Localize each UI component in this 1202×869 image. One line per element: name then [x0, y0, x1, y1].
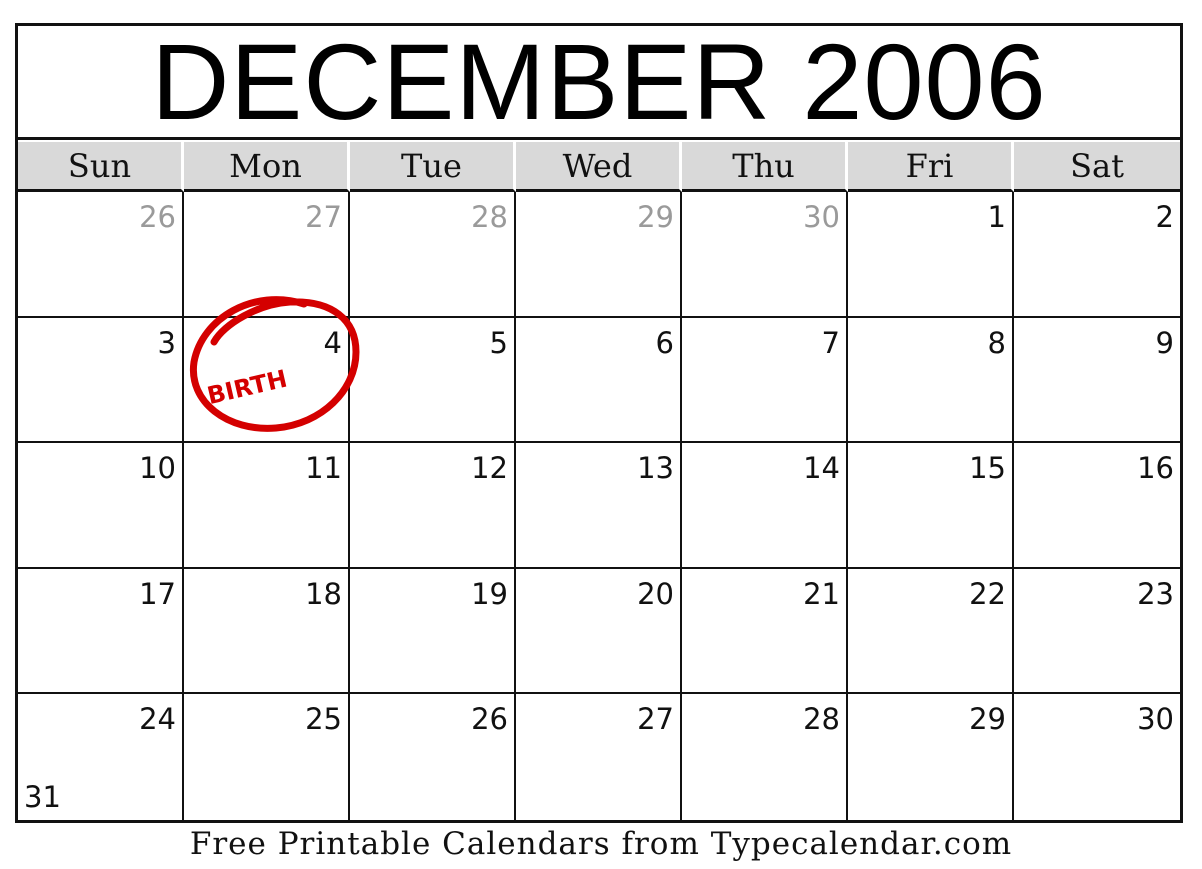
day-number: 15 [969, 451, 1006, 486]
day-cell [848, 192, 1014, 318]
day-number: 10 [139, 451, 176, 486]
day-cell [350, 694, 516, 820]
day-cell [18, 192, 184, 318]
day-cell [682, 694, 848, 820]
day-cell [516, 318, 682, 444]
day-cell [848, 318, 1014, 444]
day-cell [18, 694, 184, 820]
day-number: 18 [305, 576, 342, 611]
weekday-thu: Thu [682, 142, 848, 192]
adjacent-month-day-number: 28 [471, 200, 508, 234]
day-number: 5 [489, 325, 508, 360]
day-number: 3 [157, 325, 176, 360]
birth-label: BIRTH [204, 364, 290, 411]
day-cell [516, 192, 682, 318]
day-cell [350, 318, 516, 444]
footer-credit: Free Printable Calendars from Typecalendar.com [189, 826, 1013, 862]
day-cell [1014, 192, 1180, 318]
day-cell [682, 192, 848, 318]
day-cell [18, 569, 184, 695]
day-cell [682, 569, 848, 695]
day-number: 17 [139, 576, 176, 611]
day-cell [18, 443, 184, 569]
red-circle-mark [193, 300, 356, 429]
day-cell [1014, 694, 1180, 820]
day-cell [1014, 443, 1180, 569]
weekday-mon: Mon [184, 142, 350, 192]
day-number: 9 [1155, 325, 1174, 360]
day-cell [848, 694, 1014, 820]
day-cell [350, 443, 516, 569]
day-number: 25 [305, 702, 342, 737]
day-number: 13 [637, 451, 674, 486]
day-number: 30 [1137, 702, 1174, 737]
day-number: 14 [803, 451, 840, 486]
day-cell [1014, 569, 1180, 695]
overflow-day-number: 31 [24, 779, 61, 814]
day-number: 29 [969, 702, 1006, 737]
adjacent-month-day-number: 30 [803, 200, 840, 234]
day-cell [848, 443, 1014, 569]
day-cell [184, 569, 350, 695]
weekday-sun: Sun [18, 142, 184, 192]
day-number: 27 [637, 702, 674, 737]
day-cell [350, 569, 516, 695]
weekday-wed: Wed [516, 142, 682, 192]
day-number: 2 [1155, 200, 1174, 234]
adjacent-month-day-number: 29 [637, 200, 674, 234]
day-number: 24 [139, 702, 176, 737]
day-number: 20 [637, 576, 674, 611]
day-number: 19 [471, 576, 508, 611]
day-number: 8 [987, 325, 1006, 360]
weekday-sat: Sat [1014, 142, 1180, 192]
adjacent-month-day-number: 26 [139, 200, 176, 234]
day-number: 7 [821, 325, 840, 360]
day-cell [682, 443, 848, 569]
day-cell [184, 694, 350, 820]
day-cell [350, 192, 516, 318]
weekday-tue: Tue [350, 142, 516, 192]
weekday-header-row [18, 142, 1180, 192]
day-number: 21 [803, 576, 840, 611]
day-cell [516, 569, 682, 695]
day-number: 11 [305, 451, 342, 486]
day-number: 23 [1137, 576, 1174, 611]
day-cell [848, 569, 1014, 695]
day-cell [682, 318, 848, 444]
day-number: 28 [803, 702, 840, 737]
day-number: 6 [655, 325, 674, 360]
day-number: 1 [987, 200, 1006, 234]
birth-circle-annotation [184, 290, 364, 440]
weekday-fri: Fri [848, 142, 1014, 192]
day-cell [18, 318, 184, 444]
day-cell [184, 443, 350, 569]
day-cell [516, 443, 682, 569]
day-number: 16 [1137, 451, 1174, 486]
adjacent-month-day-number: 27 [305, 200, 342, 234]
day-cell [1014, 318, 1180, 444]
day-number: 26 [471, 702, 508, 737]
day-number: 12 [471, 451, 508, 486]
day-number: 22 [969, 576, 1006, 611]
calendar-title: DECEMBER 2006 [18, 26, 1180, 140]
day-number: 4 [323, 325, 342, 360]
day-cell [516, 694, 682, 820]
day-grid [18, 192, 1180, 820]
